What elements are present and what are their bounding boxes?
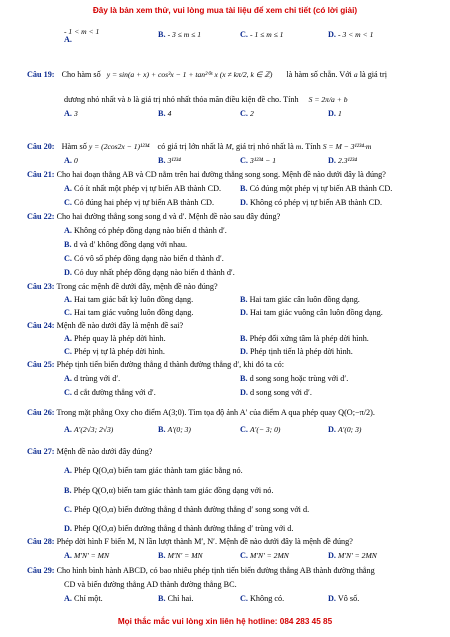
q21-option-c: C. Có đúng hai phép vị tự biến AB thành CD.	[64, 198, 214, 207]
q27-question: Câu 27: Mệnh đề nào dưới đây đúng?	[27, 447, 153, 456]
q28-option-b: B. M′N′ = MN	[158, 551, 203, 560]
q19-line2: dương nhỏ nhất và b là giá trị nhỏ nhất thỏa mãn điều kiện đề cho. Tính S = 2π/a + b	[64, 95, 348, 104]
q22-question: Câu 22: Cho hai đường thẳng song song d và d′. Mệnh đề nào sau đây đúng?	[27, 212, 281, 221]
q24-option-c: C. Phép vị tự là phép dời hình.	[64, 347, 165, 356]
q27-option-a: A. Phép Q(O,α) biến tam giác thành tam giác bằng nó.	[64, 466, 243, 475]
q23-option-b: B. Hai tam giác cân luôn đồng dạng.	[240, 295, 360, 304]
q20-option-c: C. 3¹²³⁴ − 1	[240, 156, 277, 165]
q19-line1: Câu 19: Cho hàm số y = sin(a + x) + cos³x − 1 + tan²⁰ˣ x (x ≠ kπ/2, k ∈ ℤ) là hàm số chẵn. Với a là giá trị	[27, 70, 388, 79]
q21-option-d: D. Không có phép vị tự biến AB thành CD.	[240, 198, 383, 207]
q23-option-c: C. Hai tam giác vuông luôn đồng dạng.	[64, 308, 194, 317]
q20-option-d: D. 2.3¹²³⁴	[328, 156, 357, 165]
q26-option-b: B. A′(0; 3)	[158, 425, 191, 434]
q19-option-c: C. 2	[240, 109, 254, 118]
preview-banner: Đây là bản xem thử, vui lòng mua tài liệu để xem chi tiết (có lời giải)	[92, 6, 358, 15]
q25-option-b: B. d song song hoặc trùng với d′.	[240, 374, 349, 383]
q22-option-a: A. Không có phép đồng dạng nào biến d thành d′.	[64, 226, 227, 235]
q28-option-c: C. M′N′ = 2MN	[240, 551, 289, 560]
q22-option-c: C. Có vô số phép đồng dạng nào biến d thành d′.	[64, 254, 224, 263]
q24-option-a: A. Phép quay là phép dời hình.	[64, 334, 166, 343]
q22-option-d: D. Có duy nhất phép đồng dạng nào biến d thành d′.	[64, 268, 235, 277]
q29-question: Câu 29: Cho hình bình hành ABCD, có bao nhiêu phép tịnh tiến biến đường thẳng AB thành đường thẳng	[27, 566, 375, 575]
q26-option-a: A. A′(2√3; 2√3)	[64, 425, 114, 434]
q29-option-a: A. Chỉ một.	[64, 594, 103, 603]
q18-option-a-letter: A.	[64, 35, 72, 44]
q25-question: Câu 25: Phép tịnh tiến biến đường thẳng d thành đường thẳng d′, khi đó ta có:	[27, 360, 284, 369]
q29-question-cont: CD và biến đường thẳng AD thành đường thẳng BC.	[64, 580, 237, 589]
q27-option-b: B. Phép Q(O,α) biến tam giác thành tam giác đồng dạng với nó.	[64, 486, 274, 495]
q25-option-d: D. d song song với d′.	[240, 388, 312, 397]
q27-option-d: D. Phép Q(O,α) biến đường thẳng d thành đường thẳng d′ trùng với d.	[64, 524, 294, 533]
q23-option-d: D. Hai tam giác vuông cân luôn đồng dạng.	[240, 308, 383, 317]
q20-option-a: A. 0	[64, 156, 78, 165]
q28-option-a: A. M′N′ = MN	[64, 551, 110, 560]
q29-option-c: C. Không có.	[240, 594, 285, 603]
q28-question: Câu 28: Phép dời hình F biến M, N lần lượt thành M′, N′. Mệnh đề nào dưới đây là mệnh đề đúng?	[27, 537, 353, 546]
q28-option-d: D. M′N′ = 2MN	[328, 551, 377, 560]
q24-question: Câu 24: Mệnh đề nào dưới đây là mệnh đề sai?	[27, 321, 184, 330]
q27-option-c: C. Phép Q(O,α) biến đường thẳng d thành đường thẳng d′ song song với d.	[64, 505, 310, 514]
q26-option-d: D. A′(0; 3)	[328, 425, 362, 434]
q29-option-d: D. Vô số.	[328, 594, 360, 603]
q25-option-a: A. d trùng với d′.	[64, 374, 121, 383]
q20-line1: Câu 20: Hàm số y = (2cos2x − 1)¹²³⁴ có giá trị lớn nhất là M, giá trị nhỏ nhất là m. Tính S = M − 3¹²³⁴·m	[27, 142, 372, 151]
q24-option-d: D. Phép tịnh tiến là phép dời hình.	[240, 347, 353, 356]
q23-option-a: A. Hai tam giác bất kỳ luôn đồng dạng.	[64, 295, 194, 304]
q22-option-b: B. d và d′ không đồng dạng với nhau.	[64, 240, 188, 249]
q24-option-b: B. Phép đối xứng tâm là phép dời hình.	[240, 334, 369, 343]
q21-question: Câu 21: Cho hai đoạn thẳng AB và CD nằm trên hai đường thẳng song song. Mệnh đề nào dưới đây là đúng?	[27, 170, 386, 179]
q29-option-b: B. Chỉ hai.	[158, 594, 194, 603]
q25-option-c: C. d cắt đường thẳng với d′.	[64, 388, 156, 397]
q19-option-a: A. 3	[64, 109, 78, 118]
q19-option-b: B. 4	[158, 109, 172, 118]
q26-question: Câu 26: Trong mặt phẳng Oxy cho điểm A(3;0). Tìm tọa độ ảnh A′ của điểm A qua phép quay Q(O;−π/2).	[27, 408, 375, 417]
q18-option-d: D. - 3 < m < 1	[328, 30, 374, 39]
q18-option-b: B. - 3 ≤ m ≤ 1	[158, 30, 201, 39]
q19-option-d: D. 1	[328, 109, 342, 118]
q23-question: Câu 23: Trong các mệnh đề dưới đây, mệnh đề nào đúng?	[27, 282, 218, 291]
q21-option-a: A. Có ít nhất một phép vị tự biến AB thành CD.	[64, 184, 222, 193]
q18-option-a: - 1 < m < 1	[64, 27, 100, 36]
q26-option-c: C. A′(− 3; 0)	[240, 425, 281, 434]
q21-option-b: B. Có đúng một phép vị tự biến AB thành CD.	[240, 184, 393, 193]
q20-option-b: B. 3¹²³⁴	[158, 156, 181, 165]
q18-option-c: C. - 1 ≤ m ≤ 1	[240, 30, 284, 39]
hotline-footer: Mọi thắc mắc vui lòng xin liên hệ hotline: 084 283 45 85	[117, 617, 333, 626]
